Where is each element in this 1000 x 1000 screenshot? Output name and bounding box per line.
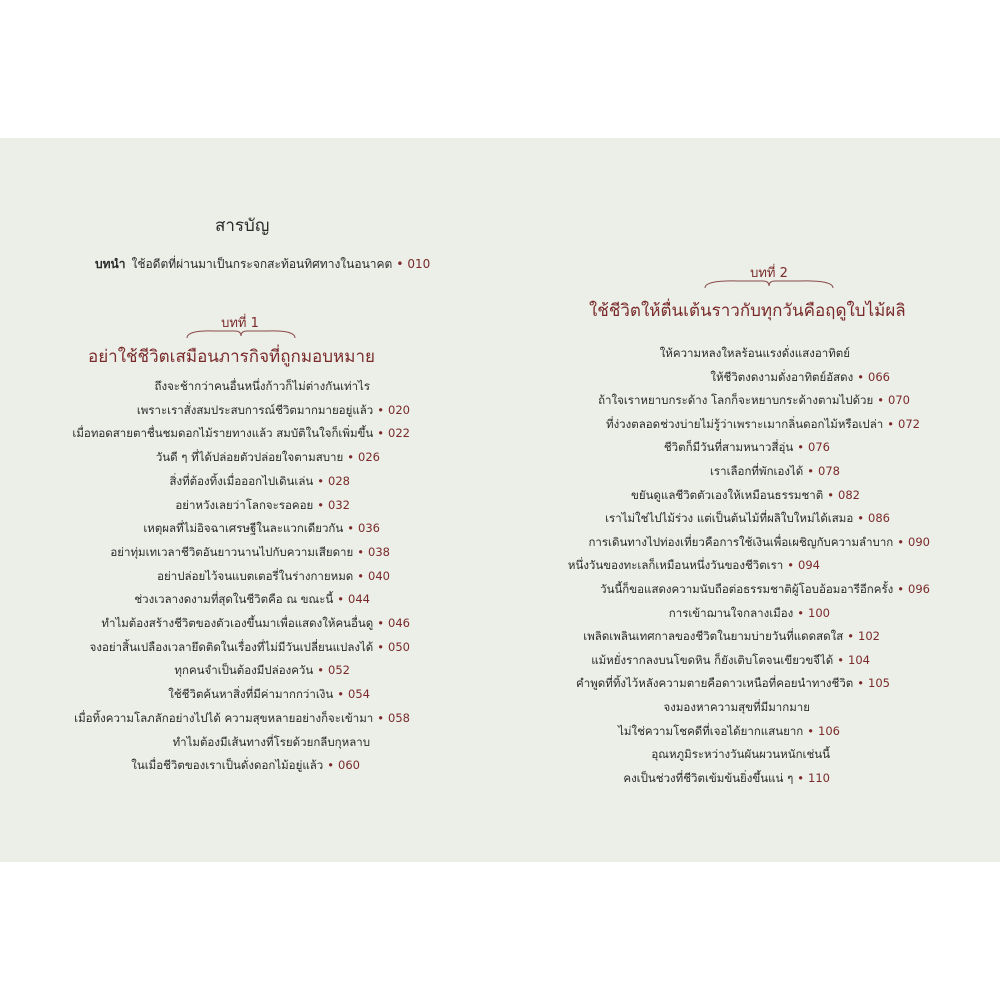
entry-page-number: 110 [808,770,830,785]
toc-entry [175,497,350,515]
bullet-dot: • [327,758,335,773]
entry-text: ในเมื่อชีวิตของเราเป็นดั่งดอกไม้อยู่แล้ว [131,758,324,773]
entry-page-number: 052 [328,663,350,678]
chapter1-label: บทที่ 1 [221,316,259,331]
toc-entry [137,402,410,420]
chapter2-entry-list [560,345,930,795]
toc-entry [173,734,370,752]
entry-page-number: 086 [868,511,890,526]
entry-text: การเดินทางไปท่องเที่ยวคือการใช้เงินเพื่อเผชิญกับความลำบาก [588,534,894,549]
entry-text: อย่าหวังเลยว่าโลกจะรอคอย [175,497,314,512]
chapter1-entry-list [60,378,410,798]
entry-text: เมื่อทิ้งความโลภลักอย่างไปได้ ความสุขหลายอย่างก็จะเข้ามา [74,710,374,725]
entry-page-number: 082 [838,487,860,502]
toc-entry [583,628,880,646]
entry-page-number: 072 [898,416,920,431]
toc-entry [631,487,860,505]
entry-page-number: 076 [808,440,830,455]
toc-entry [90,639,410,657]
entry-page-number: 054 [348,687,370,702]
entry-text: คงเป็นช่วงที่ชีวิตเข้มข้นยิ่งขึ้นแน่ ๆ [623,770,794,785]
entry-text: หนึ่งวันของทะเลก็เหมือนหนึ่งวันของชีวิตเรา [567,558,784,573]
toc-entry [663,699,810,717]
entry-page-number: 040 [368,568,390,583]
entry-text: การเข้าฌานใจกลางเมือง [668,605,794,620]
toc-entry [669,605,830,623]
intro-entry [95,255,430,274]
entry-text: อุณหภูมิระหว่างวันผันผวนหนักเช่นนี้ [651,747,830,762]
entry-text: ถึงจะช้ากว่าคนอื่นหนึ่งก้าวก็ไม่ต่างกันเท่าไร [154,379,370,393]
toc-entry [664,439,830,457]
bullet-dot: • [857,511,865,526]
intro-label: บทนำ [95,257,126,271]
toc-entry [651,746,830,764]
entry-page-number: 038 [368,544,390,559]
toc-entry [623,770,830,788]
toc-entry [74,710,410,728]
entry-text: คำพูดที่ทิ้งไว้หลังความตายคือดาวเหนือที่คอยนำทางชีวิต [576,676,854,691]
chapter1-brace [185,328,297,340]
entry-text: ทุกคนจำเป็นต้องมีปล่องควัน [174,663,314,678]
entry-text: ชีวิตก็มีวันที่สามหนาวสี่อุ่น [663,440,794,455]
bullet-dot: • [857,369,865,384]
toc-entry [710,369,890,387]
toc-entry [600,581,930,599]
entry-page-number: 032 [328,497,350,512]
toc-entry [154,378,370,396]
entry-text: เราไม่ใช่ไปไม้ร่วง แต่เป็นต้นไม้ที่ผลิใบใหม่ได้เสมอ [605,511,854,526]
bullet-dot: • [877,393,885,408]
toc-entry [591,652,870,670]
bullet-dot: • [337,592,345,607]
entry-page-number: 020 [388,402,410,417]
toc-entry [168,686,370,704]
entry-page-number: 028 [328,473,350,488]
bullet-dot: • [847,629,855,644]
bullet-dot: • [317,663,325,678]
bullet-dot: • [807,723,815,738]
entry-text: ที่ง่วงตลอดช่วงบ่ายไม่รู้ว่าเพราะเมากลิ่นดอกไม้หรือเปล่า [605,416,884,431]
toc-entry [174,662,350,680]
entry-page-number: 105 [868,676,890,691]
entry-text: ทำไมต้องสร้างชีวิตของตัวเองขึ้นมาเพื่อแสดงให้คนอื่นดู [101,616,374,630]
entry-page-number: 078 [818,464,840,478]
toc-entry [598,392,910,410]
bullet-dot: • [396,257,404,271]
toc-entry [710,463,840,481]
entry-text: เราเลือกที่พักเองได้ [710,464,804,478]
bullet-dot: • [317,497,325,512]
chapter2-brace [703,278,835,290]
entry-page-number: 058 [388,710,410,725]
toc-entry [605,510,890,528]
toc-title: สารบัญ [215,216,270,236]
entry-text: เมื่อทอดสายตาชื่นชมดอกไม้รายทางแล้ว สมบัติในใจก็เพิ่มขึ้น [72,426,374,441]
chapter1-title: อย่าใช้ชีวิตเสมือนภารกิจที่ถูกมอบหมาย [88,347,375,367]
entry-page-number: 106 [818,723,840,738]
toc-entry [169,473,350,491]
chapter2-label: บทที่ 2 [750,266,788,281]
bullet-dot: • [377,426,385,441]
bullet-dot: • [827,487,835,502]
entry-page-number: 026 [358,450,380,465]
entry-text: ทำไมต้องมีเส้นทางที่โรยด้วยกลีบกุหลาบ [172,734,370,749]
entry-page-number: 096 [908,582,930,596]
intro-text: ใช้อดีตที่ผ่านมาเป็นกระจกสะท้อนทิศทางในอนาคต [131,257,393,271]
entry-page-number: 060 [338,758,360,773]
bullet-dot: • [377,639,385,654]
bullet-dot: • [837,652,845,667]
toc-entry [157,568,390,586]
toc-entry [576,675,890,693]
toc-entry [606,416,920,434]
toc-entry [156,449,380,467]
bullet-dot: • [357,568,365,583]
entry-text: เพราะเราสั่งสมประสบการณ์ชีวิตมากมายอยู่แล้ว [136,402,374,417]
entry-page-number: 104 [848,652,870,667]
entry-page-number: 066 [868,369,890,384]
entry-text: ให้ชีวิตงดงามดั่งอาทิตย์อัสดง [710,369,854,384]
bullet-dot: • [377,616,385,630]
toc-entry [568,557,820,575]
entry-text: อย่าปล่อยไว้จนแบตเตอรี่ในร่างกายหมด [157,568,354,583]
entry-page-number: 094 [798,558,820,573]
entry-page-number: 036 [358,521,380,536]
entry-text: อย่าทุ่มเทเวลาชีวิตอันยาวนานไปกับความเสียดาย [110,544,354,559]
intro-page: 010 [407,257,431,271]
entry-text: ขยันดูแลชีวิตตัวเองให้เหมือนธรรมชาติ [631,487,824,502]
bullet-dot: • [347,521,355,536]
bullet-dot: • [797,605,805,620]
bullet-dot: • [897,534,905,549]
toc-entry [660,345,850,363]
bullet-dot: • [337,687,345,702]
entry-text: จงมองหาความสุขที่มีมากมาย [663,700,810,714]
entry-text: เพลิดเพลินเทศกาลของชีวิตในยามบ่ายวันที่แดดสดใส [583,629,844,644]
entry-text: วันดี ๆ ที่ได้ปล่อยตัวปล่อยใจตามสบาย [155,450,344,465]
entry-page-number: 100 [808,605,830,620]
toc-entry [618,723,840,741]
toc-entry [110,544,390,562]
toc-entry [72,425,410,443]
chapter2-title: ใช้ชีวิตให้ตื่นเต้นราวกับทุกวันคือฤดูใบไม้ผลิ [589,301,906,321]
entry-text: แม้หยั่งรากลงบนโขดหิน ก็ยังเติบโตจนเขียวขจีได้ [591,652,834,667]
entry-page-number: 102 [858,629,880,644]
entry-text: ไม่ใช่ความโชคดีที่เจอได้ยากแสนยาก [618,723,804,738]
bullet-dot: • [897,582,905,596]
entry-text: ให้ความหลงใหลร้อนแรงดั่งแสงอาทิตย์ [659,346,850,360]
entry-page-number: 090 [908,534,930,549]
entry-text: วันนี้ก็ขอแสดงความนับถือต่อธรรมชาติผู้โอบอ้อมอารีอีกครั้ง [600,582,894,596]
bullet-dot: • [377,402,385,417]
entry-page-number: 070 [888,393,910,408]
entry-text: ถ้าใจเราหยาบกระด้าง โลกก็จะหยาบกระด้างตามไปด้วย [598,393,874,408]
entry-text: จงอย่าสิ้นเปลืองเวลายึดติดในเรื่องที่ไม่มีวันเปลี่ยนแปลงได้ [89,639,374,654]
bullet-dot: • [317,473,325,488]
entry-page-number: 044 [348,592,370,607]
entry-text: สิ่งที่ต้องทิ้งเมื่อออกไปเดินเล่น [169,473,314,488]
bullet-dot: • [787,558,795,573]
entry-page-number: 022 [388,426,410,441]
toc-entry [143,520,380,538]
toc-entry [131,757,360,775]
bullet-dot: • [807,464,815,478]
bullet-dot: • [347,450,355,465]
toc-entry [134,591,370,609]
bullet-dot: • [377,710,385,725]
bullet-dot: • [857,676,865,691]
entry-text: เหตุผลที่ไม่อิจฉาเศรษฐีในละแวกเดียวกัน [143,521,344,536]
entry-page-number: 050 [388,639,410,654]
bullet-dot: • [357,544,365,559]
toc-entry [588,534,930,552]
bullet-dot: • [797,440,805,455]
entry-text: ช่วงเวลางดงามที่สุดในชีวิตคือ ณ ขณะนี้ [134,592,334,607]
entry-page-number: 046 [388,616,410,630]
bullet-dot: • [887,416,895,431]
bullet-dot: • [797,770,805,785]
toc-entry [101,615,410,633]
entry-text: ใช้ชีวิตค้นหาสิ่งที่มีค่ามากกว่าเงิน [168,687,334,702]
